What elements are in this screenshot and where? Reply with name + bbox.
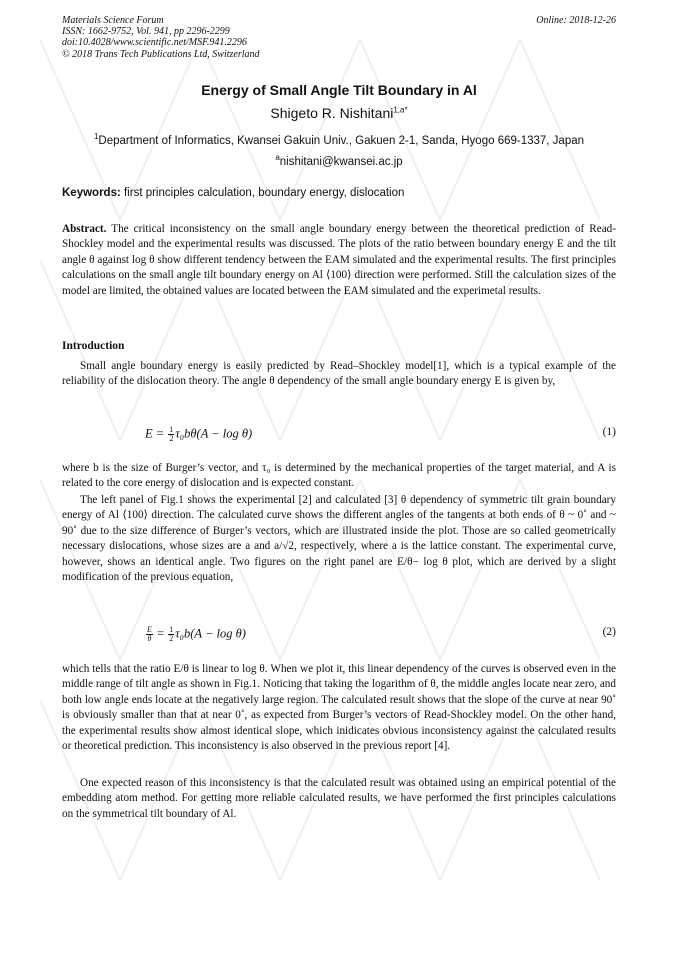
intro-paragraph-3: The left panel of Fig.1 shows the experimental [2] and calculated [3] θ dependency of symmetric tilt grain boundary energy of Al ⟨100⟩ direction. The calculated curve shows the different angles of the tangents at both ends of θ ~ 0˚ and ~ 90˚ due to the size difference of Burger’s vectors, which are illustrated inside the plot. Those are so called geometrically necessary dislocations, whose sizes are a and a/√2, respectively, where a is the lattice constant. The experimental curve, however, shows an identical angle. Two figures on the right panel are E/θ− log θ plot, which are derived by a slight modification of the previous equation, [62, 494, 616, 584]
intro-paragraph-4: which tells that the ratio E/θ is linear to log θ. When we plot it, this linear dependency of the curves is observed even in the middle range of tilt angle as shown in Fig.1. Noticing that taking the logarithm of θ, the middle angles locate near zero, and both low angle ends locate at the negatively large region. The calculated result shows that the slope of the curve at near 90˚ is obviously smaller than that at near 0˚, as expected from Burger’s vectors of Read-Shockley model. On the other hand, the experimental results show almost identical slope, which inidicates obvious inconsistency against the calculated results or theoretical prediction. This inconsistency is also observed in the previous report [4]. [62, 663, 616, 753]
author-name: Shigeto R. Nishitani [270, 105, 394, 121]
email-line [0, 153, 678, 168]
equation-2-equals: = [153, 626, 168, 641]
equation-2-number: (2) [602, 626, 616, 638]
journal-issn: ISSN: 1662-9752, Vol. 941, pp 2296-2299 [62, 26, 230, 38]
journal-header [62, 15, 260, 60]
journal-copyright: © 2018 Trans Tech Publications Ltd, Switzerland [62, 48, 260, 60]
email-address[interactable]: nishitani@kwansei.ac.jp [279, 155, 403, 168]
abstract-text: The critical inconsistency on the small angle boundary energy between the theoretical prediction of Read-Shockley model and the experimental results was discussed. The plots of the ratio between boundary energy E and the tilt angle θ against log θ show different tendency between the EAM simulated and the experimental results. The first principles calculations on the small angle tilt boundary energy on Al ⟨100⟩ direction were performed. Still the calculation sizes of the model are limited, the obtained values are located between the EAM simulated and the experimetal results. [62, 223, 616, 297]
fraction-numerator: 1 [169, 625, 174, 634]
affiliation [0, 132, 678, 147]
affiliation-superscript: 1 [93, 132, 99, 141]
keywords-text: first principles calculation, boundary energy, dislocation [120, 187, 405, 199]
fraction-denominator: 2 [169, 434, 174, 443]
equation-1-fraction [168, 426, 174, 443]
paper-title: Energy of Small Angle Tilt Boundary in Al [201, 82, 477, 98]
equation-1-lhs: E = [145, 426, 168, 441]
intro-paragraph-5: One expected reason of this inconsistency is that the calculated result was obtained using an empirical potential of the embedding atom method. For getting more reliable calculated results, we have performed the first principles calculations on the symmetrical tilt boundary of Al. [62, 777, 616, 820]
equation-2-expression [145, 626, 246, 643]
keywords-label: Keywords: [62, 187, 121, 199]
equation-1-expression [145, 426, 252, 443]
journal-doi: doi:10.4028/www.scientific.net/MSF.941.2296 [62, 37, 247, 49]
section-heading-introduction: Introduction [62, 340, 125, 352]
intro-paragraph-2: where b is the size of Burger’s vector, and τ₀ is determined by the mechanical properties of the target material, and A is related to the core energy of dislocation and is expected constant. [62, 462, 616, 490]
lhs-numerator: E [147, 625, 152, 634]
equation-2-fraction [168, 626, 174, 643]
fraction-numerator: 1 [169, 425, 174, 434]
equation-2-lhs-fraction [146, 626, 153, 643]
equation-2-rhs: τ₀b(A − log θ) [175, 626, 246, 641]
keywords [62, 187, 616, 199]
affiliation-text: Department of Informatics, Kwansei Gakuin Univ., Gakuen 2-1, Sanda, Hyogo 669-1337, Japan [98, 134, 585, 147]
equation-1-number: (1) [602, 426, 616, 438]
author-superscript: 1,a* [393, 105, 408, 115]
abstract [62, 222, 616, 299]
email-superscript: a [275, 153, 280, 162]
equation-1-rhs: τ₀bθ(A − log θ) [175, 426, 253, 441]
online-date: Online: 2018-12-26 [536, 15, 616, 26]
lhs-denominator: θ [147, 634, 152, 643]
author-line [0, 105, 678, 121]
intro-paragraph-1: Small angle boundary energy is easily predicted by Read–Shockley model[1], which is a typical example of the reliability of the dislocation theory. The angle θ dependency of the small angle boundary energy E is given by, [62, 360, 616, 388]
abstract-label: Abstract. [62, 223, 107, 235]
fraction-denominator: 2 [169, 634, 174, 643]
journal-name: Materials Science Forum [62, 15, 164, 26]
